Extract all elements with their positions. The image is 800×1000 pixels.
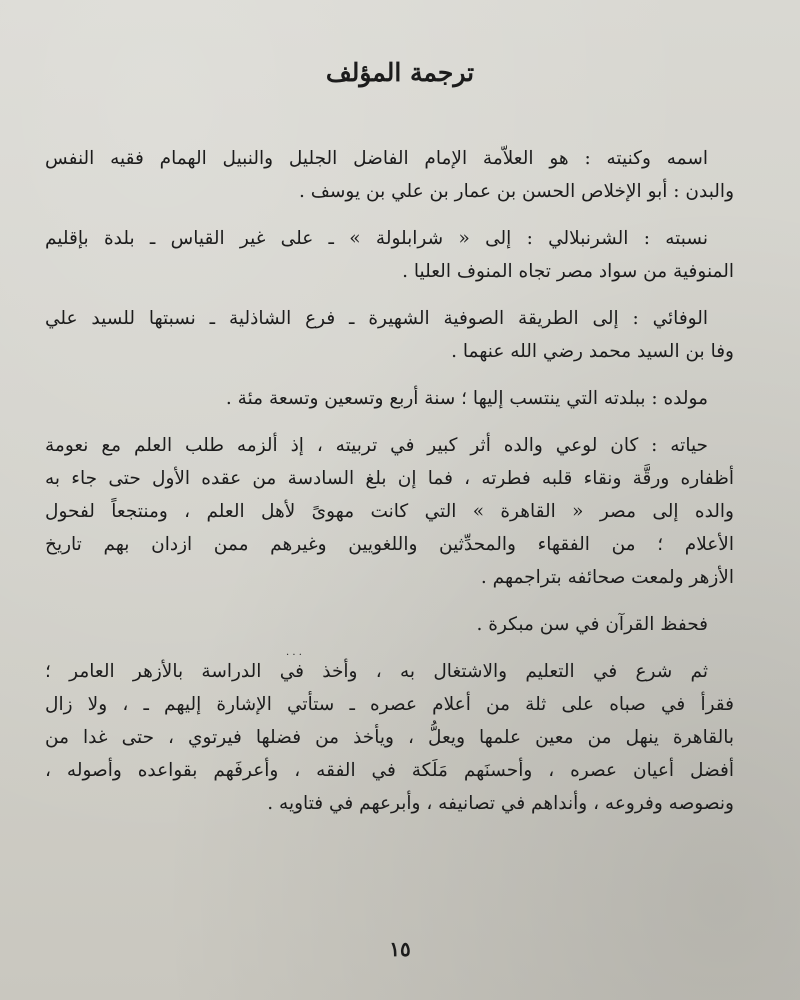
paragraph-birth — [45, 382, 760, 415]
text-line: الأعلام ؛ من الفقهاء والمحدِّثين واللغويين وغيرهم ممن ازدان بهم تاريخ — [45, 534, 734, 555]
text-line: فقرأ في صباه على ثلة من أعلام عصره ـ ستأتي الإشارة إليهم ـ ، ولا زال — [45, 694, 734, 715]
text-line: المنوفية من سواد مصر تجاه المنوف العليا . — [402, 261, 734, 282]
paragraph-name-and-kunya — [45, 142, 760, 208]
page-number: ١٥ — [389, 937, 411, 961]
text-line: ونصوصه وفروعه ، وأنداهم في تصانيفه ، وأبرعهم في فتاويه . — [267, 793, 734, 814]
text-line: فحفظ القرآن في سن مبكرة . — [476, 614, 708, 635]
text-line: حياته : كان لوعي والده أثر كبير في تربيته ، إذ ألزمه طلب العلم مع نعومة — [45, 435, 708, 456]
text-line: أظفاره ورقَّة ونقاء قلبه فطرته ، فما إن بلغ السادسة من عقده الأول حتى جاء به — [45, 468, 734, 489]
text-line: نسبته : الشرنبلالي : إلى « شرابلولة » ـ على غير القياس ـ بلدة بإقليم — [45, 228, 708, 249]
text-line: الوفائي : إلى الطريقة الصوفية الشهيرة ـ فرع الشاذلية ـ نسبتها للسيد علي — [45, 308, 708, 329]
paragraph-study — [45, 655, 760, 820]
text-line: مولده : ببلدته التي ينتسب إليها ؛ سنة أربع وتسعين وتسعة مئة . — [225, 388, 708, 409]
text-line: وفا بن السيد محمد رضي الله عنهما . — [451, 341, 734, 362]
text-line: ثم شرع في التعليم والاشتغال به ، وأخذ في الدراسة بالأزهر العامر ؛ — [45, 661, 708, 682]
text-line: بالقاهرة ينهل من معين علمها ويعلُّ ، ويأخذ من فضلها فيرتوي ، حتى غدا من — [45, 727, 734, 748]
text-line: اسمه وكنيته : هو العلاّمة الإمام الفاضل الجليل والنبيل الهمام فقيه النفس — [45, 148, 708, 169]
text-line: والبدن : أبو الإخلاص الحسن بن عمار بن علي بن يوسف . — [298, 181, 734, 202]
text-line: الأزهر ولمعت صحائفه بتراجمهم . — [480, 567, 734, 588]
paragraph-nisba — [45, 222, 760, 288]
paragraph-life — [45, 429, 760, 594]
print-speck-marks: · · · — [286, 650, 302, 661]
text-line: أفضل أعيان عصره ، وأحسنَهم مَلَكة في الفقه ، وأعرفَهم بقواعده وأصوله ، — [45, 760, 734, 781]
body-text — [45, 142, 760, 834]
text-line: والده إلى مصر « القاهرة » التي كانت مهوىً لأهل العلم ، ومنتجعاً لفحول — [45, 501, 734, 522]
paragraph-wafai — [45, 302, 760, 368]
paragraph-quran — [45, 608, 760, 641]
page-title: ترجمة المؤلف — [325, 58, 475, 87]
